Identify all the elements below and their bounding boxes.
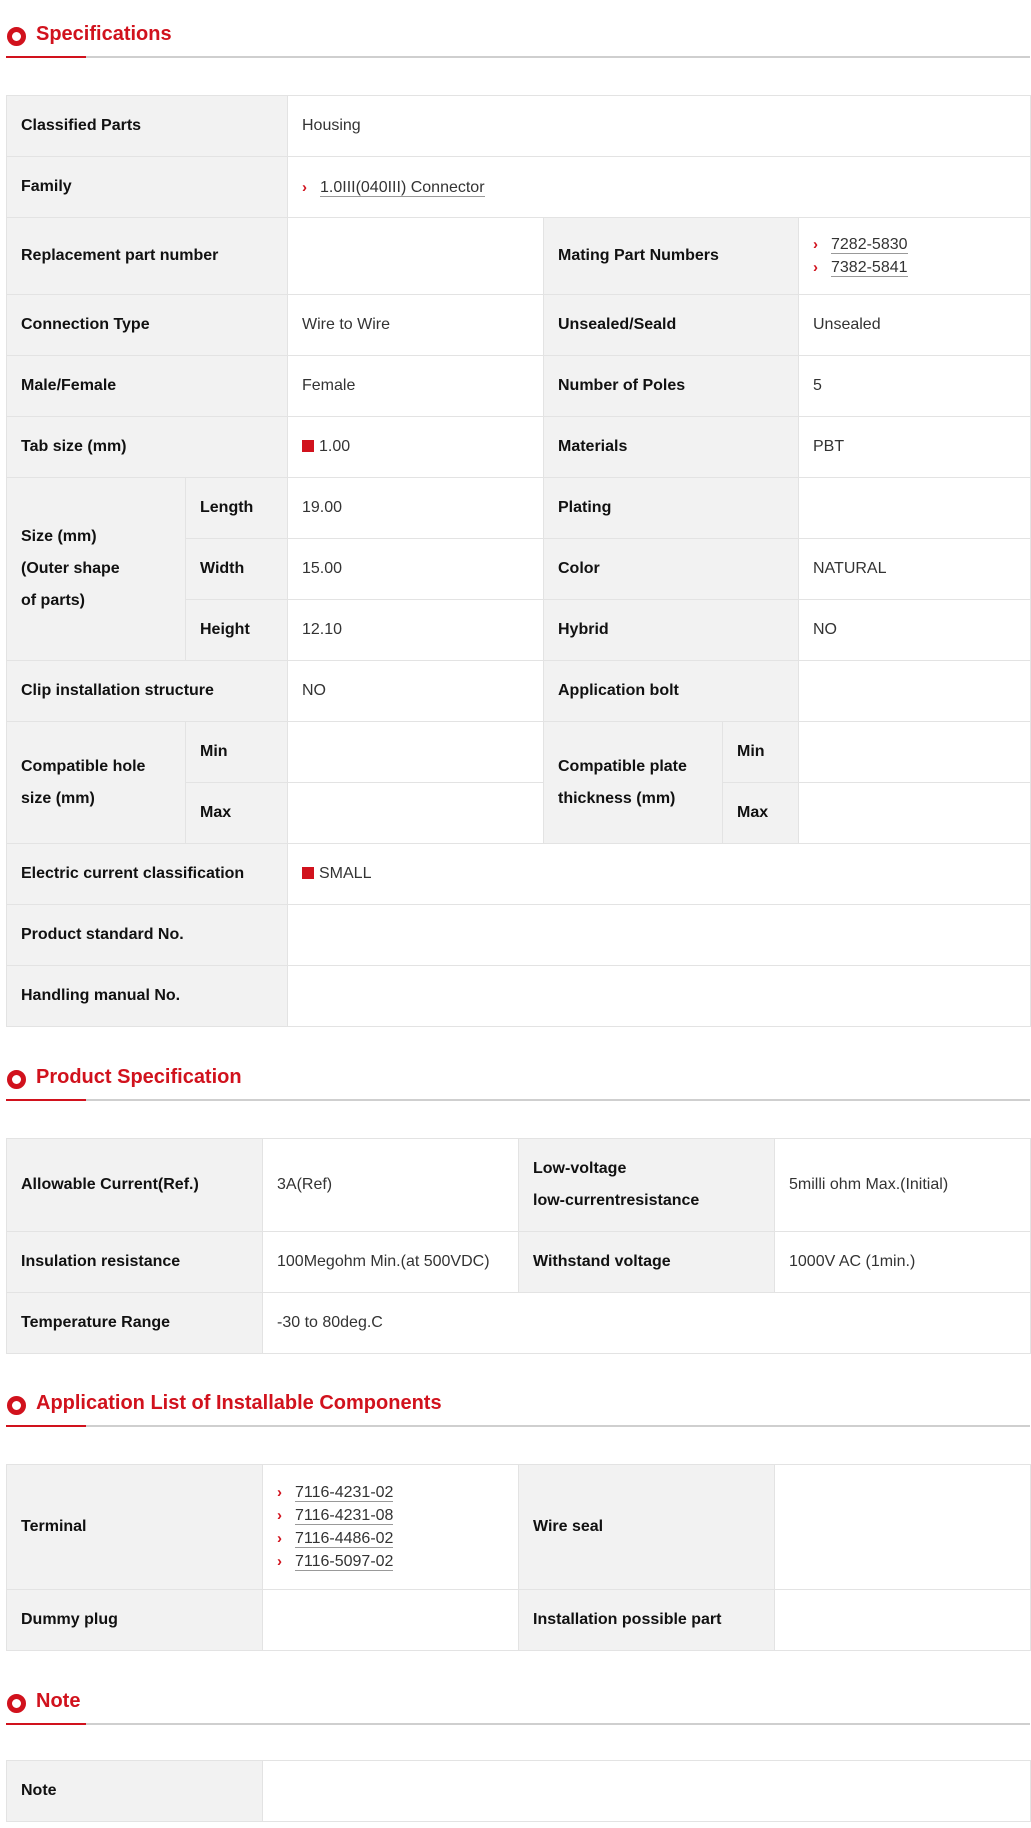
dummy-plug-label: Dummy plug [7,1590,263,1651]
table-row [7,966,1031,1027]
family-label: Family [7,157,288,218]
terminal-link[interactable]: › 7116-4231-08 [277,1504,504,1527]
replacement-part-label: Replacement part number [7,218,288,295]
chevron-right-icon: › [813,236,818,253]
height-value: 12.10 [288,600,544,661]
classified-parts-label: Classified Parts [7,96,288,157]
terminal-label: Terminal [7,1465,263,1590]
table-row [7,844,1031,905]
clip-installation-value: NO [288,661,544,722]
note-label: Note [7,1761,263,1822]
table-row [7,295,1031,356]
materials-value: PBT [799,417,1031,478]
application-bolt-label: Application bolt [544,661,799,722]
number-of-poles-value: 5 [799,356,1031,417]
installation-part-label: Installation possible part [519,1590,775,1651]
plate-max-label: Max [723,783,799,844]
length-value: 19.00 [288,478,544,539]
section-title: Application List of Installable Components [36,1392,442,1414]
width-label: Width [186,539,288,600]
temperature-label: Temperature Range [7,1293,263,1354]
family-link[interactable]: › 1.0III(040III) Connector [302,176,1016,199]
divider [6,1099,1030,1101]
hole-min-value [288,722,544,783]
mating-parts-value [799,218,1031,295]
ring-icon [7,27,26,46]
table-row [7,218,1031,295]
terminal-link[interactable]: › 7116-5097-02 [277,1550,504,1573]
plating-value [799,478,1031,539]
mating-part-link[interactable]: › 7382-5841 [813,256,1016,279]
family-value [288,157,1031,218]
product-specification-table [6,1138,1031,1354]
electric-current-value: SMALL [288,844,1031,905]
note-value [263,1761,1031,1822]
connection-type-label: Connection Type [7,295,288,356]
hole-max-value [288,783,544,844]
withstand-value: 1000V AC (1min.) [775,1232,1031,1293]
width-value: 15.00 [288,539,544,600]
materials-label: Materials [544,417,799,478]
ring-icon [7,1396,26,1415]
insulation-value: 100Megohm Min.(at 500VDC) [263,1232,519,1293]
table-row [7,1139,1031,1232]
terminal-link[interactable]: › 7116-4231-02 [277,1481,504,1504]
male-female-value: Female [288,356,544,417]
table-row [7,96,1031,157]
terminal-link[interactable]: › 7116-4486-02 [277,1527,504,1550]
temperature-value: -30 to 80deg.C [263,1293,1031,1354]
application-bolt-value [799,661,1031,722]
low-voltage-value: 5milli ohm Max.(Initial) [775,1139,1031,1232]
low-voltage-label: Low-voltage low-currentresistance [519,1139,775,1232]
table-row [7,157,1031,218]
divider [6,56,1030,58]
height-label: Height [186,600,288,661]
plate-max-value [799,783,1031,844]
unsealed-value: Unsealed [799,295,1031,356]
chevron-right-icon: › [277,1553,282,1570]
table-row [7,1761,1031,1822]
plate-min-value [799,722,1031,783]
handling-manual-label: Handling manual No. [7,966,288,1027]
installation-part-value [775,1590,1031,1651]
color-label: Color [544,539,799,600]
size-label: Size (mm) (Outer shape of parts) [7,478,186,661]
plate-min-label: Min [723,722,799,783]
hybrid-value: NO [799,600,1031,661]
allowable-current-label: Allowable Current(Ref.) [7,1139,263,1232]
mating-part-link[interactable]: › 7282-5830 [813,233,1016,256]
section-title: Specifications [36,23,172,45]
wire-seal-label: Wire seal [519,1465,775,1590]
divider-accent [6,1099,86,1101]
red-square-icon [302,440,314,452]
number-of-poles-label: Number of Poles [544,356,799,417]
chevron-right-icon: › [302,178,307,196]
product-standard-label: Product standard No. [7,905,288,966]
replacement-part-value [288,218,544,295]
wire-seal-value [775,1465,1031,1590]
chevron-right-icon: › [277,1484,282,1501]
plate-thickness-label: Compatible plate thickness (mm) [544,722,723,844]
divider-accent [6,1425,86,1427]
hole-size-label: Compatible hole size (mm) [7,722,186,844]
unsealed-label: Unsealed/Seald [544,295,799,356]
length-label: Length [186,478,288,539]
section-header-product-specification [6,1061,1030,1101]
section-title: Note [36,1690,81,1712]
section-header-application-list [6,1387,1030,1427]
table-row [7,661,1031,722]
section-header-specifications [6,18,1030,58]
table-row [7,356,1031,417]
section-header-note [6,1685,1030,1725]
hole-min-label: Min [186,722,288,783]
divider [6,1425,1030,1427]
section-title: Product Specification [36,1066,242,1088]
classified-parts-value: Housing [288,96,1031,157]
withstand-label: Withstand voltage [519,1232,775,1293]
dummy-plug-value [263,1590,519,1651]
divider [6,1723,1030,1725]
table-row [7,478,1031,539]
hybrid-label: Hybrid [544,600,799,661]
plating-label: Plating [544,478,799,539]
table-row [7,722,1031,783]
mating-parts-label: Mating Part Numbers [544,218,799,295]
tab-size-value: 1.00 [288,417,544,478]
table-row [7,1232,1031,1293]
chevron-right-icon: › [813,259,818,276]
male-female-label: Male/Female [7,356,288,417]
table-row [7,417,1031,478]
tab-size-label: Tab size (mm) [7,417,288,478]
chevron-right-icon: › [277,1530,282,1547]
application-list-table [6,1464,1031,1651]
electric-current-label: Electric current classification [7,844,288,905]
table-row [7,905,1031,966]
ring-icon [7,1070,26,1089]
product-standard-value [288,905,1031,966]
chevron-right-icon: › [277,1507,282,1524]
specifications-table [6,95,1031,1027]
table-row [7,1590,1031,1651]
table-row [7,1465,1031,1590]
insulation-label: Insulation resistance [7,1232,263,1293]
allowable-current-value: 3A(Ref) [263,1139,519,1232]
color-value: NATURAL [799,539,1031,600]
terminal-value [263,1465,519,1590]
note-table [6,1760,1031,1822]
table-row [7,1293,1031,1354]
divider-accent [6,56,86,58]
divider-accent [6,1723,86,1725]
red-square-icon [302,867,314,879]
connection-type-value: Wire to Wire [288,295,544,356]
clip-installation-label: Clip installation structure [7,661,288,722]
ring-icon [7,1694,26,1713]
handling-manual-value [288,966,1031,1027]
hole-max-label: Max [186,783,288,844]
